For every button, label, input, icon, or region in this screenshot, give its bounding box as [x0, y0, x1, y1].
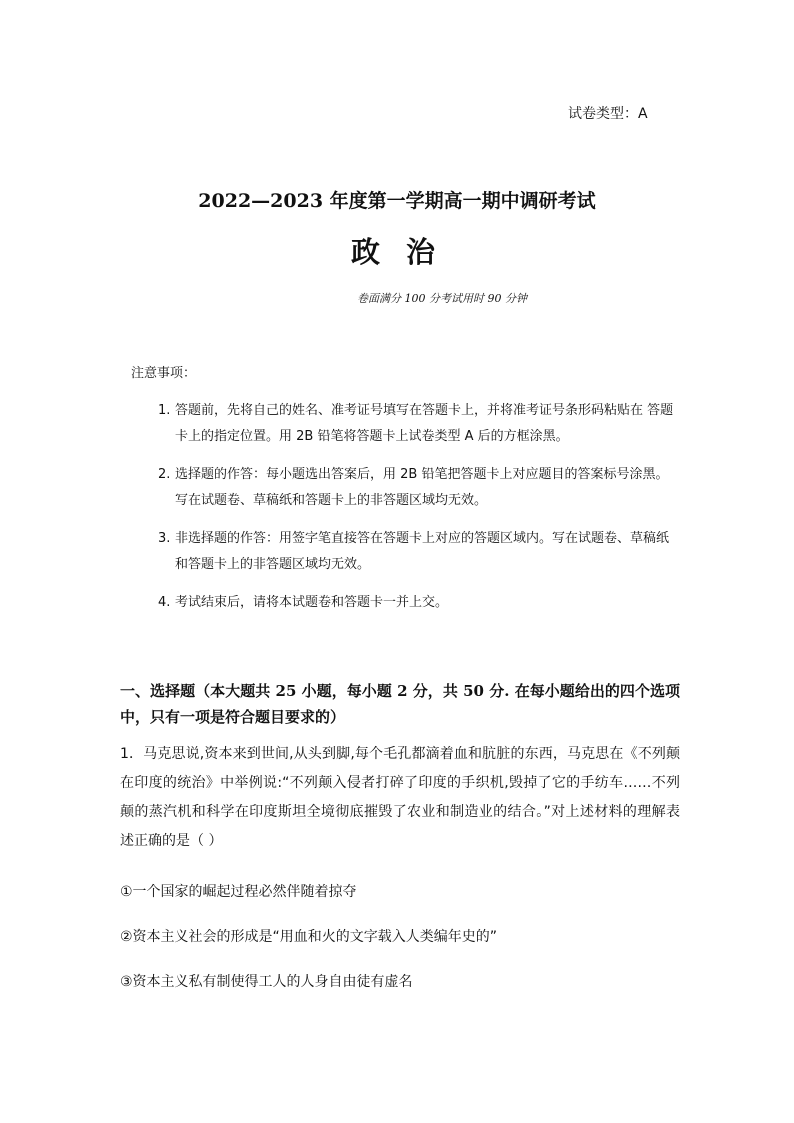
notice-item-text: 非选择题的作答：用签字笔直接答在答题卡上对应的答题区域内。写在试题卷、草稿纸和答题卡上的非答题区域均无效。 [175, 531, 670, 572]
question-1-option-1: ①一个国家的崛起过程必然伴随着掠夺 [120, 884, 357, 900]
notice-item-text: 选择题的作答：每小题选出答案后，用 2B 铅笔把答题卡上对应题目的答案标号涂黑。写在试题卷、草稿纸和答题卡上的非答题区域均无效。 [175, 467, 669, 508]
notice-item [158, 526, 678, 578]
section-heading: 一、选择题（本大题共 25 小题，每小题 2 分，共 50 分. 在每小题给出的四个选项中，只有一项是符合题目要求的） [120, 682, 680, 726]
notice-item-number: 1. [158, 403, 171, 418]
notice-heading: 注意事项： [131, 366, 197, 381]
exam-title: 2022—2023 年度第一学期高一期中调研考试 [198, 190, 596, 212]
subject-title: 政 治 [350, 235, 444, 269]
question-1-stem: 1．马克思说,资本来到世间,从头到脚,每个毛孔都滴着血和肮脏的东西，马克思在《不列颠在印度的统治》中举例说:“不列颠入侵者打碎了印度的手织机,毁掉了它的手纺车……不列颠的蒸汽机和科学在印度斯坦全境彻底摧毁了农业和制造业的结合。”对上述材料的理解表述正确的是（ ） [120, 746, 680, 849]
question-1-option-2: ②资本主义社会的形成是“用血和火的文字载入人类编年史的” [120, 929, 498, 945]
notice-item [158, 590, 678, 616]
notice-item-text: 考试结束后，请将本试题卷和答题卡一并上交。 [175, 595, 449, 610]
notice-item-number: 2. [158, 467, 171, 482]
notice-item-text: 答题前，先将自己的姓名、准考证号填写在答题卡上，并将准考证号条形码粘贴在 答题卡上的指定位置。用 2B 铅笔将答题卡上试卷类型 A 后的方框涂黑。 [175, 403, 674, 444]
exam-info: 卷面满分 100 分考试用时 90 分钟 [357, 292, 527, 305]
notice-item-number: 3. [158, 531, 171, 546]
notice-item [158, 398, 678, 450]
notice-list [158, 398, 678, 628]
notice-item [158, 462, 678, 514]
question-1-option-3: ③资本主义私有制使得工人的人身自由徒有虚名 [120, 974, 413, 990]
notice-item-number: 4. [158, 595, 171, 610]
paper-type-label: 试卷类型：A [568, 106, 648, 122]
